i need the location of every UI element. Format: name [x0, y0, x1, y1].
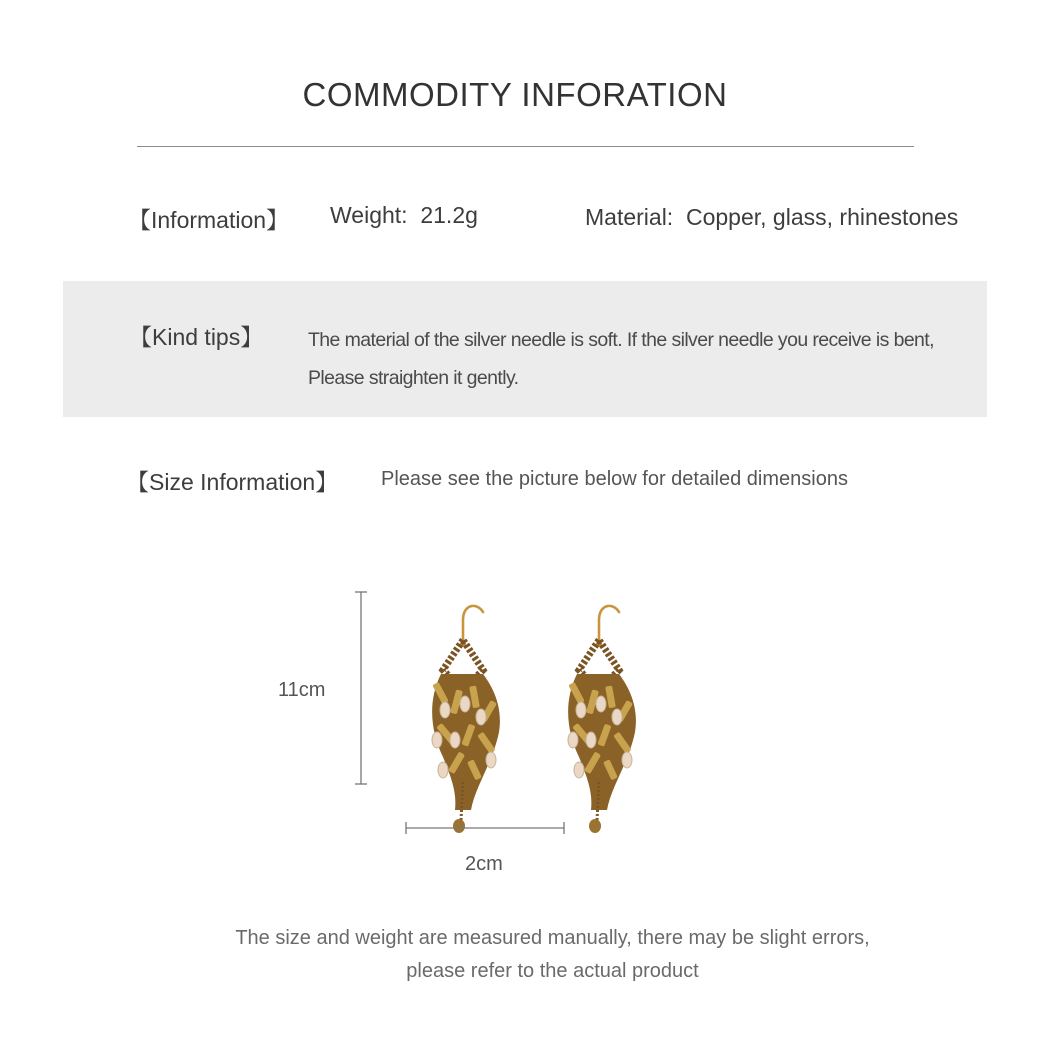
size-information-label: 【Size Information】: [126, 469, 339, 495]
disclaimer-line-2: please refer to the actual product: [406, 960, 699, 982]
kind-tips-text: [308, 321, 968, 397]
weight-spec: [330, 202, 478, 229]
left-earring: [432, 606, 500, 833]
weight-value: 21.2g: [420, 202, 478, 228]
kind-tips-panel: [63, 281, 987, 417]
height-dimension-label: 11cm: [278, 679, 326, 701]
width-dimension-label: 2cm: [465, 853, 503, 875]
material-value: Copper, glass, rhinestones: [685, 204, 959, 230]
width-dimension-line: [406, 822, 564, 834]
kind-tips-line-2: Please straighten it gently.: [308, 367, 519, 389]
material-spec: [585, 204, 958, 231]
size-information-text: Please see the picture below for detailed dimensions: [381, 468, 848, 490]
right-earring: [568, 606, 636, 833]
kind-tips-label: 【Kind tips】: [129, 324, 264, 350]
measurement-disclaimer: [0, 922, 1050, 988]
information-row: [0, 198, 1050, 238]
kind-tips-line-1: The material of the silver needle is soft. If the silver needle you receive is bent,: [308, 329, 934, 351]
material-label: Material:: [585, 204, 674, 230]
size-information-row: [0, 462, 1050, 502]
weight-label: Weight:: [330, 202, 408, 228]
disclaimer-line-1: The size and weight are measured manually, there may be slight errors,: [235, 927, 870, 949]
height-dimension-line: [355, 592, 367, 784]
page-title: COMMODITY INFORATION: [302, 76, 728, 113]
earring-dimension-figure: [0, 560, 1050, 890]
title-divider: [137, 146, 914, 147]
earrings-illustration: [0, 560, 1050, 890]
information-label: 【Information】: [128, 207, 290, 233]
